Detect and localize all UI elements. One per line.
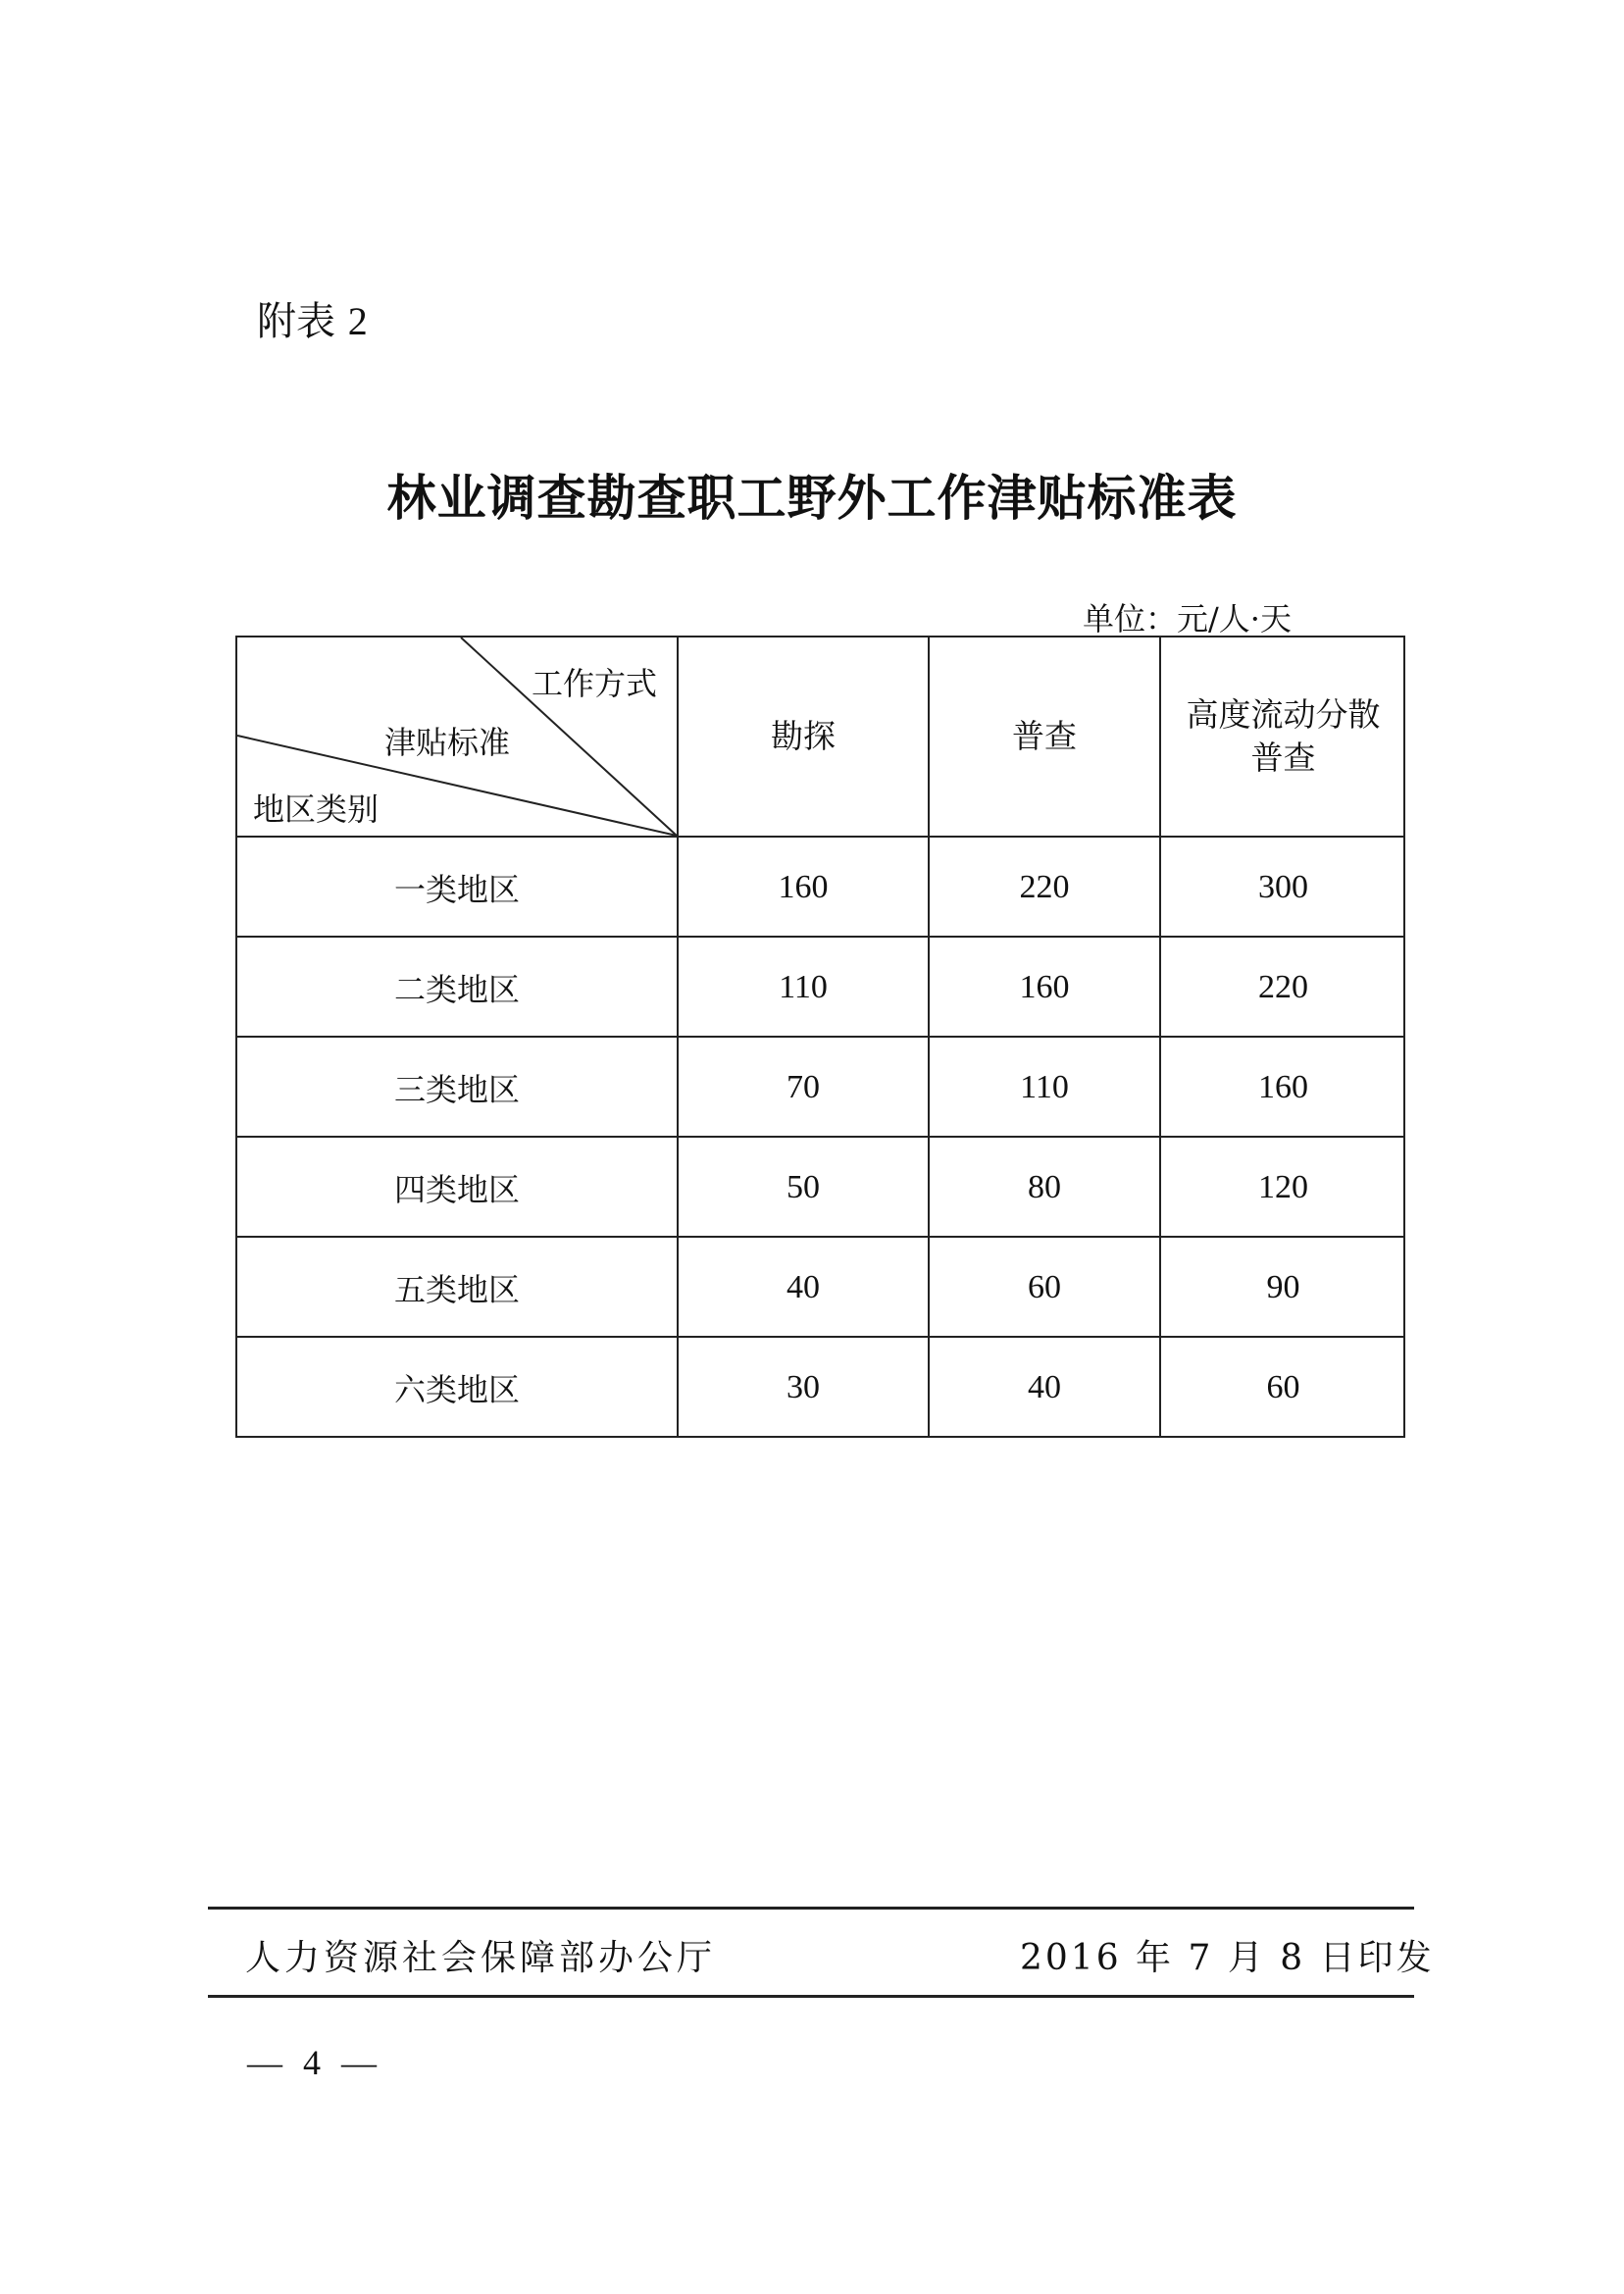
value-cell: 70 (787, 1069, 820, 1105)
table-row (237, 838, 1403, 938)
region-cell: 二类地区 (393, 971, 520, 1008)
annex-label-text: 附表 (257, 299, 335, 344)
value-cell: 80 (1028, 1169, 1061, 1205)
page-number: — 4 — (247, 2043, 382, 2082)
value-cell: 220 (1258, 969, 1308, 1005)
value-cell: 160 (1258, 1069, 1308, 1105)
value-cell: 50 (787, 1169, 820, 1205)
issue-date: 2016 年 7 月 8 日印发 (1020, 1938, 1435, 1978)
annex-number: 2 (347, 299, 368, 343)
table-row (237, 1238, 1403, 1338)
value-cell: 160 (778, 869, 829, 905)
table-row (237, 1038, 1403, 1138)
value-cell: 160 (1019, 969, 1070, 1005)
value-cell: 40 (1028, 1369, 1061, 1405)
value-cell: 300 (1258, 869, 1308, 905)
document-title: 林业调查勘查职工野外工作津贴标准表 (386, 469, 1238, 527)
table-row (237, 938, 1403, 1038)
issuer-name: 人力资源社会保障部办公厅 (245, 1938, 717, 1978)
column-header-survey: 普查 (1012, 717, 1077, 755)
corner-label-work-mode: 工作方式 (532, 665, 658, 702)
table-row (237, 1138, 1403, 1238)
corner-label-allowance: 津贴标准 (384, 724, 511, 761)
column-header-exploration: 勘探 (771, 717, 836, 755)
allowance-table (235, 636, 1405, 1438)
value-cell: 60 (1028, 1269, 1061, 1305)
region-cell: 四类地区 (393, 1171, 520, 1208)
region-cell: 五类地区 (393, 1271, 520, 1308)
region-cell: 三类地区 (393, 1071, 520, 1108)
footer-rule-top (208, 1907, 1414, 1910)
annex-label (257, 290, 368, 346)
value-cell: 110 (1020, 1069, 1069, 1105)
footer-rule-bottom (208, 1995, 1414, 1998)
region-cell: 六类地区 (393, 1371, 520, 1408)
value-cell: 90 (1266, 1269, 1300, 1305)
unit-note: 单位：元/人·天 (1083, 600, 1292, 637)
value-cell: 60 (1266, 1369, 1300, 1405)
region-cell: 一类地区 (393, 871, 520, 908)
corner-label-region: 地区类别 (253, 790, 380, 828)
value-cell: 110 (779, 969, 828, 1005)
table-row (237, 1338, 1403, 1438)
value-cell: 30 (787, 1369, 820, 1405)
column-header-mobile-survey: 高度流动分散普查 (1186, 695, 1381, 777)
value-cell: 40 (787, 1269, 820, 1305)
value-cell: 120 (1258, 1169, 1308, 1205)
value-cell: 220 (1019, 869, 1070, 905)
